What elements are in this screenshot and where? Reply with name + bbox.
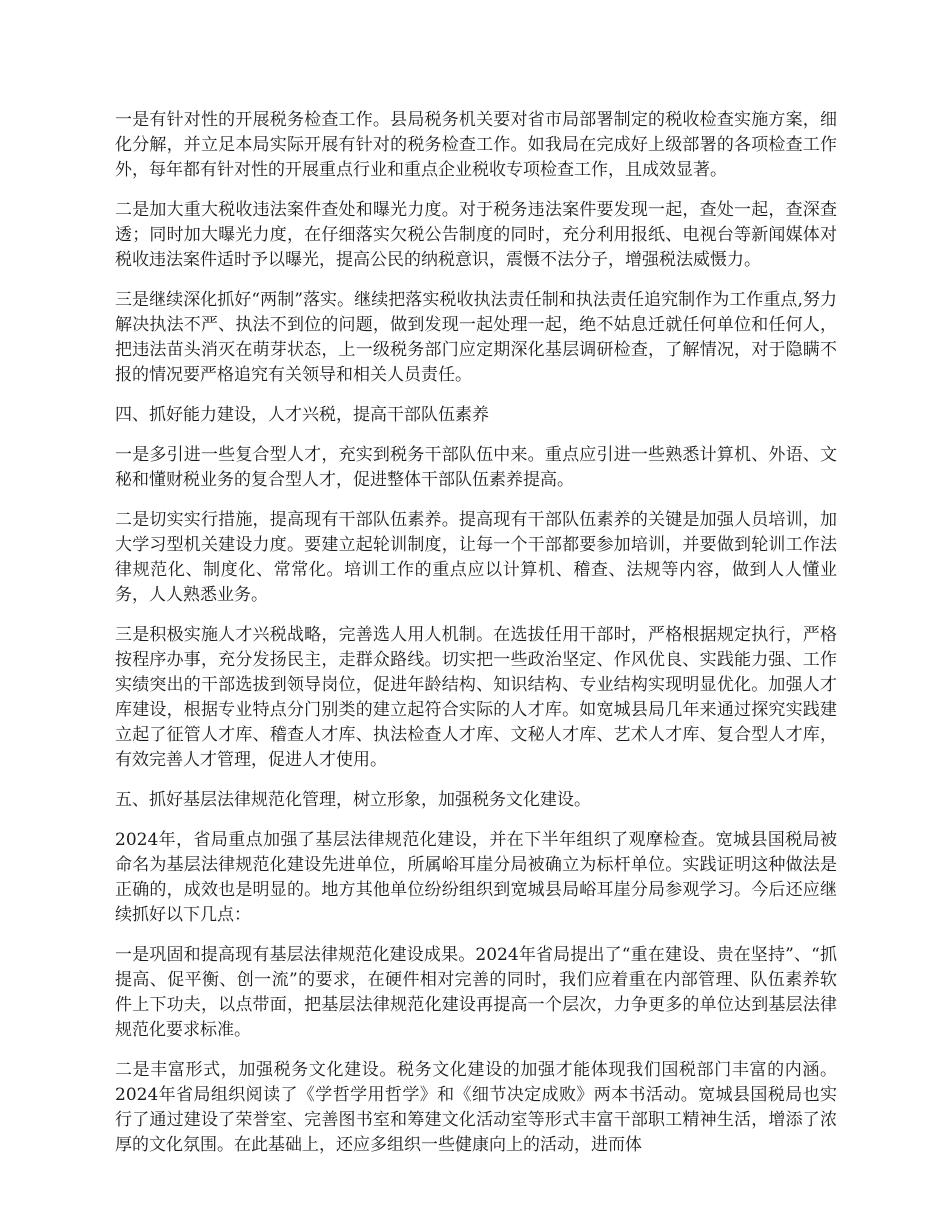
paragraph-targeted-inspection: 一是有针对性的开展税务检查工作。县局税务机关要对省市局部署制定的税收检查实施方案，细化分解，并立足本局实际开展有针对的税务检查工作。如我局在完成好上级部署的各项检查工作外，每年都有针对性的开展重点行业和重点企业税收专项检查工作，且成效显著。 [115,110,837,180]
paragraph-recruit-talent: 一是多引进一些复合型人才，充实到税务干部队伍中来。重点应引进一些熟悉计算机、外语、文秘和懂财税业务的复合型人才，促进整体干部队伍素养提高。 [115,445,837,490]
paragraph-two-systems: 三是继续深化抓好“两制”落实。继续把落实税收执法责任制和执法责任追究制作为工作重点,努力解决执法不严、执法不到位的问题，做到发现一起处理一起，绝不姑息迁就任何单位和任何人，把违法苗头消灭在萌芽状态，上一级税务部门应定期深化基层调研检查，了解情况，对于隐瞒不报的情况要严格追究有关领导和相关人员责任。 [115,290,837,385]
paragraph-talent-strategy: 三是积极实施人才兴税战略，完善选人用人机制。在选拔任用干部时，严格根据规定执行，严格按程序办事，充分发扬民主，走群众路线。切实把一些政治坚定、作风优良、实践能力强、工作实绩突出的干部选拔到领导岗位，促进年龄结构、知识结构、专业结构实现明显优化。加强人才库建设，根据专业特点分门别类的建立起符合实际的人才库。如宽城县局几年来通过探究实践建立起了征管人才库、稽查人才库、执法检查人才库、文秘人才库、艺术人才库、复合型人才库，有效完善人才管理，促进人才使用。 [115,625,837,770]
document-body [115,108,837,1173]
paragraph-major-cases-exposure: 二是加大重大税收违法案件查处和曝光力度。对于税务违法案件要发现一起，查处一起，查深查透；同时加大曝光力度，在仔细落实欠税公告制度的同时，充分利用报纸、电视台等新闻媒体对税收违法案件适时予以曝光，提高公民的纳税意识，震慑不法分子，增强税法威慑力。 [115,200,837,270]
section-heading-standardization: 五、抓好基层法律规范化管理，树立形象，加强税务文化建设。 [115,790,591,810]
paragraph-tax-culture: 二是丰富形式，加强税务文化建设。税务文化建设的加强才能体现我们国税部门丰富的内涵。2024年省局组织阅读了《学哲学用哲学》和《细节决定成败》两本书活动。宽城县国税局也实行了通过建设了荣誉室、完善图书室和筹建文化活动室等形式丰富干部职工精神生活，增添了浓厚的文化氛围。在此基础上，还应多组织一些健康向上的活动，进而体 [115,1060,837,1155]
paragraph-2024-inspection: 2024年，省局重点加强了基层法律规范化建设，并在下半年组织了观摩检查。宽城县国税局被命名为基层法律规范化建设先进单位，所属峪耳崖分局被确立为标杆单位。实践证明这种做法是正确的，成效也是明显的。地方其他单位纷纷组织到宽城县局峪耳崖分局参观学习。今后还应继续抓好以下几点： [115,830,837,925]
paragraph-training-measures: 二是切实实行措施，提高现有干部队伍素养。提高现有干部队伍素养的关键是加强人员培训，加大学习型机关建设力度。要建立起轮训制度，让每一个干部都要参加培训，并要做到轮训工作法律规范化、制度化、常常化。培训工作的重点应以计算机、稽查、法规等内容，做到人人懂业务，人人熟悉业务。 [115,510,837,605]
paragraph-consolidate-results: 一是巩固和提高现有基层法律规范化建设成果。2024年省局提出了“重在建设、贵在坚持”、“抓提高、促平衡、创一流”的要求，在硬件相对完善的同时，我们应着重在内部管理、队伍素养软件上下功夫，以点带面，把基层法律规范化建设再提高一个层次，力争更多的单位达到基层法律规范化要求标准。 [115,945,837,1040]
section-heading-capacity-building: 四、抓好能力建设，人才兴税，提高干部队伍素养 [115,405,489,425]
